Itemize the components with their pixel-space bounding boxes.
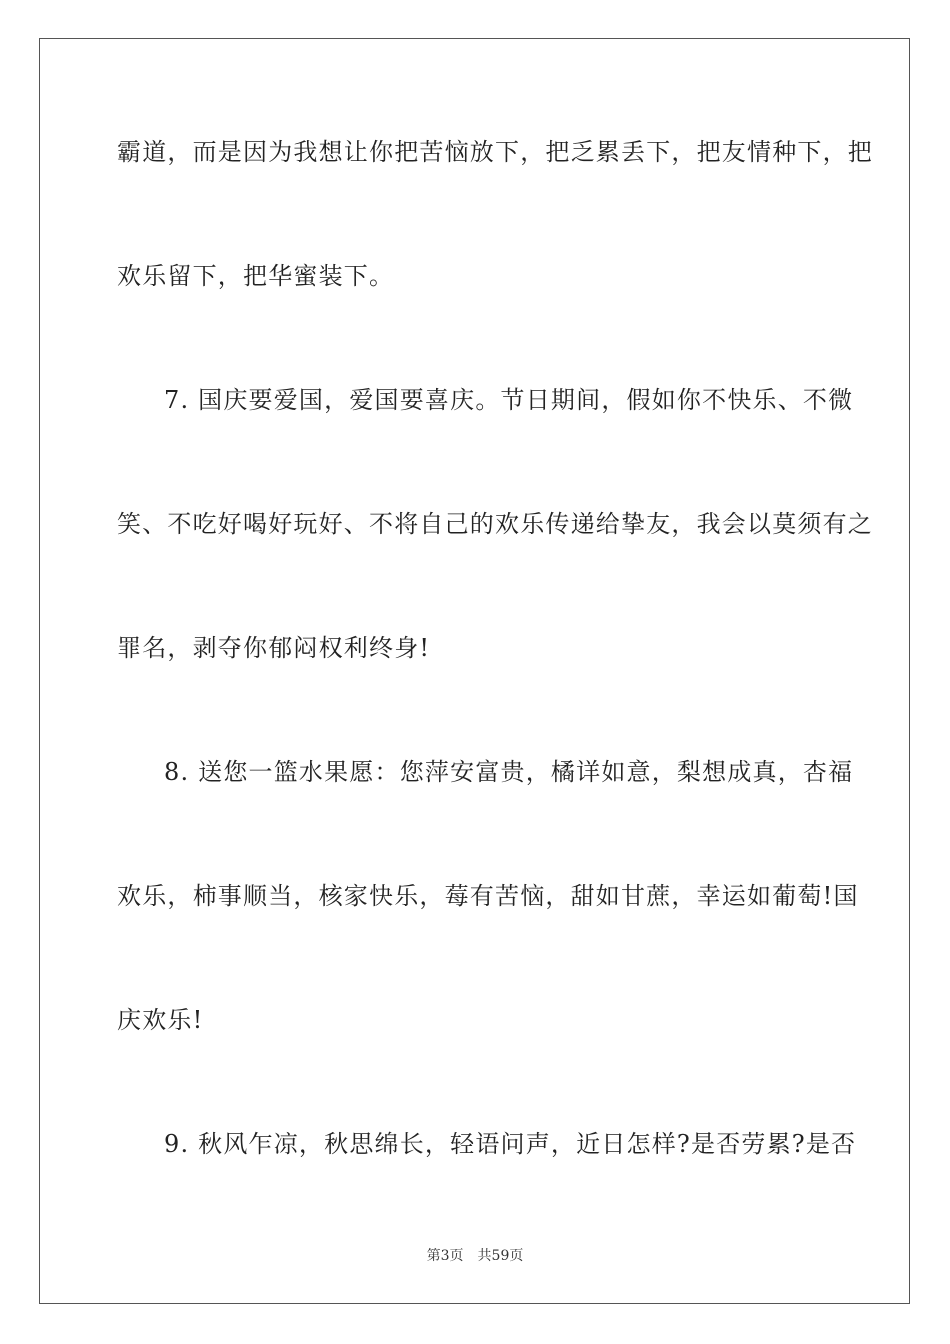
paragraph-line: 9. 秋风乍凉，秋思绵长，轻语问声，近日怎样?是否劳累?是否	[164, 1130, 857, 1158]
page-number: 第3页	[426, 1248, 464, 1264]
paragraph-line: 欢乐留下，把华蜜装下。	[117, 262, 395, 290]
page-total: 共59页	[477, 1248, 524, 1264]
paragraph-line: 欢乐，柿事顺当，核家快乐，莓有苦恼，甜如甘蔗，幸运如葡萄!国	[117, 882, 859, 910]
paragraph-line: 8. 送您一篮水果愿：您萍安富贵，橘详如意，梨想成真，杏福	[164, 758, 854, 786]
paragraph-line: 笑、不吃好喝好玩好、不将自己的欢乐传递给挚友，我会以莫须有之	[117, 510, 873, 538]
paragraph-line: 7. 国庆要爱国，爱国要喜庆。节日期间，假如你不快乐、不微	[164, 386, 854, 414]
paragraph-line: 霸道，而是因为我想让你把苦恼放下，把乏累丢下，把友情种下，把	[117, 138, 873, 166]
paragraph-line: 庆欢乐!	[117, 1006, 204, 1034]
page-border	[39, 38, 910, 1304]
paragraph-line: 罪名，剥夺你郁闷权利终身!	[117, 634, 431, 662]
page-footer	[0, 1247, 950, 1265]
